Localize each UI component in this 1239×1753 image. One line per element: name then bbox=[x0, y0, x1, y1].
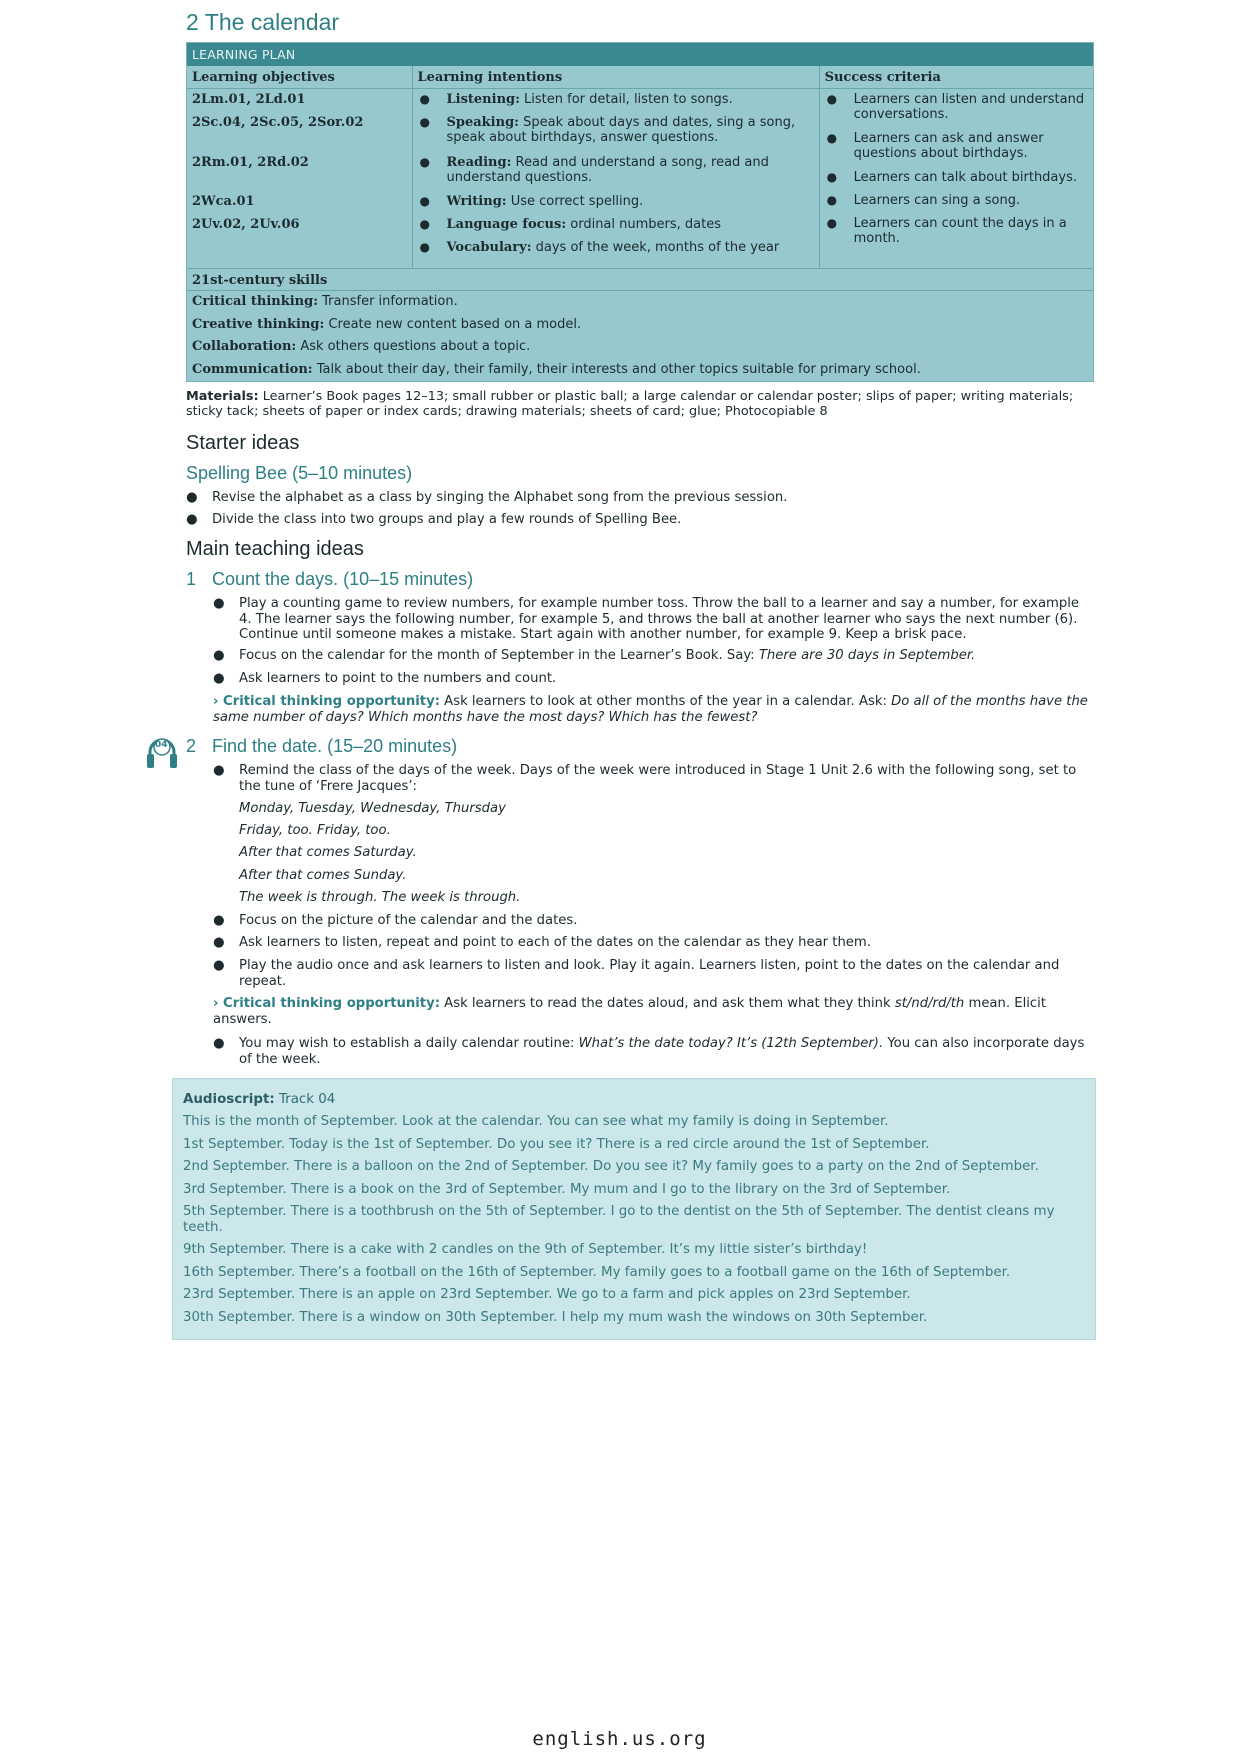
starter-subheading: Spelling Bee (5–10 minutes) bbox=[186, 463, 413, 483]
intention-item: ● Speaking: Speak about days and dates, sing a song, speak about birthdays, answer questions. bbox=[419, 115, 796, 145]
list-item: ● Revise the alphabet as a class by singing the Alphabet song from the previous session. bbox=[186, 490, 788, 505]
intention-item: ● Reading: Read and understand a song, read and understand questions. bbox=[419, 155, 769, 185]
intentions-column bbox=[413, 66, 820, 268]
list-item: ● You may wish to establish a daily calendar routine: What’s the date today? It’s (12th September). You can also incorporate days of the week. bbox=[213, 1036, 1085, 1067]
song-line: After that comes Sunday. bbox=[239, 868, 407, 883]
criteria-item: ● Learners can ask and answer questions about birthdays. bbox=[826, 131, 1044, 161]
objective-item: 2Sc.04, 2Sc.05, 2Sor.02 bbox=[192, 115, 364, 130]
objectives-header: Learning objectives bbox=[187, 66, 412, 89]
main-heading: Main teaching ideas bbox=[186, 538, 364, 560]
objective-item: 2Lm.01, 2Ld.01 bbox=[192, 92, 306, 107]
audioscript-line: 3rd September. There is a book on the 3rd of September. My mum and I go to the library on the 3rd of September. bbox=[183, 1182, 951, 1197]
audioscript-line: 30th September. There is a window on 30th September. I help my mum wash the windows on 30th September. bbox=[183, 1310, 928, 1325]
list-item: ● Ask learners to point to the numbers and count. bbox=[213, 671, 557, 686]
skill-row: Collaboration: Ask others questions about a topic. bbox=[192, 339, 531, 354]
list-item: ● Focus on the calendar for the month of September in the Learner’s Book. Say: There are 30 days in September. bbox=[213, 648, 976, 663]
skill-row: Critical thinking: Transfer information. bbox=[192, 294, 458, 309]
audioscript-line: 23rd September. There is an apple on 23rd September. We go to a farm and pick apples on 23rd September. bbox=[183, 1287, 911, 1302]
list-item: ● Play the audio once and ask learners to listen and look. Play it again. Learners listen, point to the dates on the calendar and repeat. bbox=[213, 958, 1060, 989]
learning-plan-header: LEARNING PLAN bbox=[187, 43, 1093, 66]
objective-item: 2Rm.01, 2Rd.02 bbox=[192, 155, 309, 170]
criteria-item: ● Learners can talk about birthdays. bbox=[826, 170, 1077, 185]
page bbox=[155, 0, 1094, 1325]
objective-item: 2Wca.01 bbox=[192, 194, 255, 209]
materials: Materials: Learner’s Book pages 12–13; small rubber or plastic ball; a large calendar or calendar poster; slips of paper; writing materials; sticky tack; sheets of paper or index cards; drawing materials; sheets of card; glue; Photocopiable 8 bbox=[186, 389, 1074, 419]
critical-thinking-note: › Critical thinking opportunity: Ask learners to look at other months of the year in a calendar. Ask: Do all of the months have the same number of days? Which months have the most days? Which has the fewest? bbox=[213, 694, 1088, 725]
list-item: ● Play a counting game to review numbers, for example number toss. Throw the ball to a learner and say a number, for example 4. The learner says the following number, for example 5, and throws the ball at another learner who says the next number (6). Continue until someone makes a mistake. Start again with another number, for example 9. Keep a brisk pace. bbox=[213, 596, 1080, 642]
criteria-item: ● Learners can count the days in a month. bbox=[826, 216, 1067, 246]
objective-item: 2Uv.02, 2Uv.06 bbox=[192, 217, 300, 232]
audioscript-line: This is the month of September. Look at the calendar. You can see what my family is doing in September. bbox=[183, 1114, 889, 1129]
song-line: Friday, too. Friday, too. bbox=[239, 823, 391, 838]
criteria-item: ● Learners can listen and understand conversations. bbox=[826, 92, 1085, 122]
intention-item: ● Writing: Use correct spelling. bbox=[419, 194, 644, 209]
activity-1-title: 1 Count the days. (10–15 minutes) bbox=[186, 569, 474, 589]
criteria-header: Success criteria bbox=[820, 66, 1093, 89]
audioscript-line: 5th September. There is a toothbrush on the 5th of September. I go to the dentist on the 5th of September. The dentist cleans my teeth. bbox=[183, 1204, 1055, 1235]
page-title: 2 The calendar bbox=[186, 9, 340, 35]
activity-2-title: 2 Find the date. (15–20 minutes) bbox=[186, 736, 458, 756]
audioscript-line: 9th September. There is a cake with 2 candles on the 9th of September. It’s my little sister’s birthday! bbox=[183, 1242, 868, 1257]
skill-row: Communication: Talk about their day, their family, their interests and other topics suitable for primary school. bbox=[192, 361, 921, 377]
audioscript-line: 16th September. There’s a football on the 16th of September. My family goes to a football game on the 16th of September. bbox=[183, 1265, 1011, 1280]
footer-url: english.us.org bbox=[532, 1728, 707, 1750]
criteria-item: ● Learners can sing a song. bbox=[826, 193, 1021, 208]
starter-heading: Starter ideas bbox=[186, 432, 300, 454]
intention-item: ● Vocabulary: days of the week, months of the year bbox=[419, 240, 780, 255]
audioscript-title: Audioscript: Track 04 bbox=[183, 1092, 336, 1107]
critical-thinking-note: › Critical thinking opportunity: Ask learners to read the dates aloud, and ask them what they think st/nd/rd/th mean. Elicit answers. bbox=[213, 996, 1047, 1027]
intention-item: ● Listening: Listen for detail, listen to songs. bbox=[419, 92, 733, 107]
intentions-header: Learning intentions bbox=[413, 66, 819, 89]
audioscript-box bbox=[172, 1078, 1096, 1340]
criteria-column bbox=[820, 66, 1093, 268]
list-item: ● Divide the class into two groups and play a few rounds of Spelling Bee. bbox=[186, 512, 682, 527]
learning-plan-table bbox=[186, 42, 1094, 382]
intention-item: ● Language focus: ordinal numbers, dates bbox=[419, 217, 722, 232]
list-item: ● Remind the class of the days of the week. Days of the week were introduced in Stage 1 Unit 2.6 with the following song, set to the tune of ‘Frere Jacques’: bbox=[213, 763, 1077, 794]
song-line: Monday, Tuesday, Wednesday, Thursday bbox=[239, 801, 506, 816]
list-item: ● Focus on the picture of the calendar and the dates. bbox=[213, 913, 578, 928]
song-line: The week is through. The week is through. bbox=[239, 890, 521, 905]
objectives-column bbox=[187, 66, 413, 268]
audioscript-line: 1st September. Today is the 1st of September. Do you see it? There is a red circle around the 1st of September. bbox=[183, 1137, 930, 1152]
skill-row: Creative thinking: Create new content based on a model. bbox=[192, 316, 582, 332]
audioscript-line: 2nd September. There is a balloon on the 2nd of September. Do you see it? My family goes to a party on the 2nd of September. bbox=[183, 1159, 1039, 1174]
song-line: After that comes Saturday. bbox=[239, 845, 417, 860]
track-number: 04 bbox=[155, 740, 168, 750]
skills-header: 21st-century skills bbox=[187, 268, 1093, 291]
list-item: ● Ask learners to listen, repeat and point to each of the dates on the calendar as they hear them. bbox=[213, 935, 871, 950]
headphones-icon bbox=[146, 736, 178, 770]
